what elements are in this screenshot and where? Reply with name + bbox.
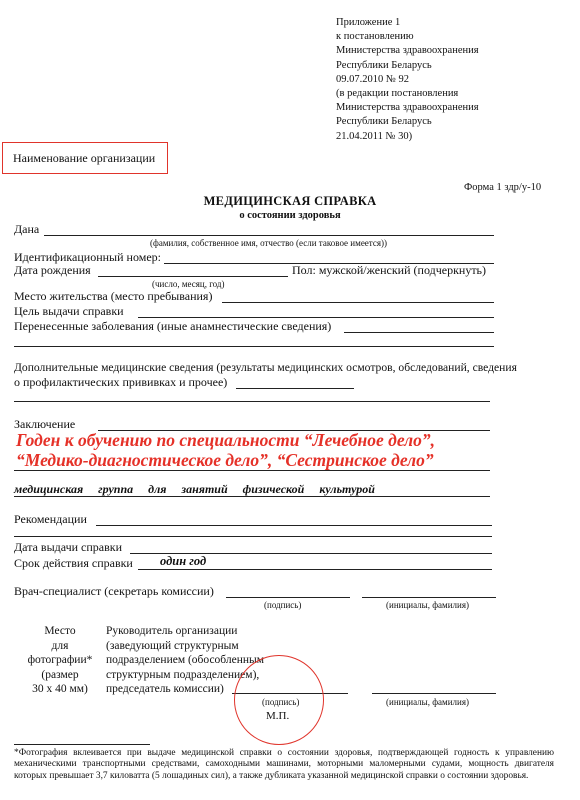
head-line: структурным подразделением), [106,668,260,681]
recommendations-line [96,525,492,526]
validity-line [138,569,492,570]
residence-label: Место жительства (место пребывания) [14,289,213,303]
additional-info-line [236,388,354,389]
photo-line: (размер [41,668,79,681]
photo-line: 30 х 40 мм) [32,683,88,695]
issued-to-label: Дана [14,222,40,236]
conclusion-handwritten-2: “Медико-диагностическое дело”, “Сестринское дело” [16,450,434,470]
stamp-place-label: М.П. [266,710,290,722]
diseases-line-2 [14,346,494,347]
issue-date-label: Дата выдачи справки [14,540,123,554]
head-line: (заведующий структурным [106,639,239,652]
recommendations-label: Рекомендации [14,512,87,526]
additional-info-label: Дополнительные медицинские сведения (результаты медицинских осмотров, обследований, сведения [14,361,517,374]
head-initials-line [372,693,496,694]
appendix-line: Республики Беларусь [336,116,432,128]
appendix-line: Республики Беларусь [336,59,432,71]
appendix-reference [336,16,479,144]
issued-to-hint: (фамилия, собственное имя, отчество (если таковое имеется)) [150,238,387,248]
document-title: МЕДИЦИНСКАЯ СПРАВКА [203,194,377,208]
purpose-label: Цель выдачи справки [14,304,124,318]
organization-name-box: Наименование организации [2,142,168,174]
form-number: Форма 1 здр/у-10 [464,182,542,193]
appendix-line: 21.04.2011 № 30) [336,130,413,142]
head-line: подразделением (обособленным [106,654,265,666]
validity-value: один год [160,554,207,568]
conclusion-line-top [14,401,490,402]
conclusion-line-2 [14,470,490,471]
diseases-label: Перенесенные заболевания (иные анамнестические сведения) [14,319,332,333]
photo-line: фотографии* [27,654,93,666]
residence-line [222,302,494,303]
additional-info-label-2: о профилактических прививках и прочее) [14,375,228,389]
birth-date-hint: (число, месяц, год) [152,279,225,289]
validity-label: Срок действия справки [14,556,133,570]
doctor-label: Врач-специалист (секретарь комиссии) [14,584,214,598]
stamp-highlight-circle [234,655,324,745]
appendix-line: Министерства здравоохранения [336,102,479,114]
conclusion-label: Заключение [14,417,76,431]
purpose-line [138,317,494,318]
sex-label: Пол: мужской/женский (подчеркнуть) [292,263,487,277]
head-initials-hint: (инициалы, фамилия) [386,697,469,707]
appendix-line: (в редакции постановления [336,88,459,100]
appendix-line: к постановлению [336,31,414,43]
id-number-label: Идентификационный номер: [14,250,161,264]
medical-group-line [14,496,490,497]
footnote-divider [14,744,150,745]
head-line: председатель комиссии) [106,683,224,695]
footnote: *Фотография вклеивается при выдаче медицинской справки о состоянии здоровья, подтверждающей годность к управлению механическими транспортными средствами, самоходными машинами, моторными маломерными судами, мощность двигателя которых превышает 3,7 киловатта (5 лошадиных сил), а также дубликата указанной медицинской справки о состоянии здоровья. [14,748,554,781]
photo-line: Место [44,625,76,637]
doctor-signature-line [226,597,350,598]
appendix-line: Министерства здравоохранения [336,45,479,57]
document-subtitle: о состоянии здоровья [239,210,341,221]
photo-placeholder [22,624,98,697]
birth-date-label: Дата рождения [14,263,91,277]
doctor-initials-hint: (инициалы, фамилия) [386,600,469,610]
medical-group-text: медицинская группа для занятий физической культурой [14,482,375,496]
doctor-initials-line [362,597,496,598]
head-signature-hint: (подпись) [262,697,300,707]
recommendations-line-2 [14,536,492,537]
conclusion-handwritten-1: Годен к обучению по специальности “Лечебное дело”, [16,430,436,450]
birth-date-line [98,276,288,277]
doctor-signature-hint: (подпись) [264,600,302,610]
issued-to-line [44,235,494,236]
diseases-line [344,332,494,333]
photo-line: для [51,639,69,652]
appendix-line: Приложение 1 [336,17,401,28]
head-line: Руководитель организации [106,625,238,637]
appendix-line: 09.07.2010 № 92 [336,73,410,85]
